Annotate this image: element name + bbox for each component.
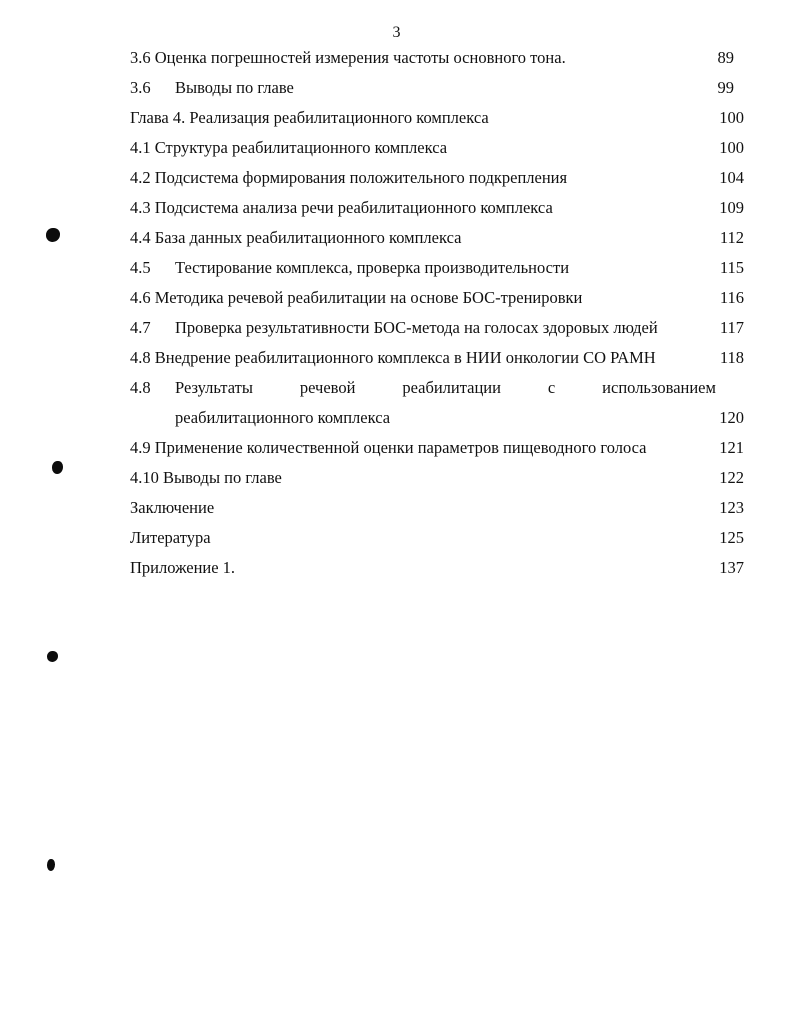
toc-entry-page: 118 bbox=[719, 348, 744, 367]
toc-entry-text: 4.2 Подсистема формирования положительного подкрепления bbox=[130, 168, 568, 187]
toc-entry-text: 4.8 Внедрение реабилитационного комплекса в НИИ онкологии СО РАМН bbox=[130, 348, 656, 367]
toc-entry-word: использованием bbox=[602, 378, 716, 397]
toc-entry-page: 121 bbox=[719, 438, 744, 457]
toc-entry-4-2 bbox=[130, 163, 744, 193]
toc-entry-text: 4.9 Применение количественной оценки параметров пищеводного голоса bbox=[130, 438, 647, 457]
toc-entry-text: 4.4 База данных реабилитационного комплекса bbox=[130, 228, 462, 247]
toc-entry-word: реабилитации bbox=[402, 378, 501, 397]
toc-entry-page: 100 bbox=[719, 138, 744, 157]
toc-entry-text: Заключение bbox=[130, 498, 215, 517]
toc-entry-4-9 bbox=[130, 433, 744, 463]
toc-entry-3-6-conclusions bbox=[130, 73, 744, 103]
toc-entry-page: 120 bbox=[719, 408, 744, 427]
toc-entry-text: 4.6 Методика речевой реабилитации на основе БОС-тренировки bbox=[130, 288, 583, 307]
toc-entry-4-4 bbox=[130, 223, 744, 253]
toc-entry-text: Проверка результативности БОС-метода на голосах здоровых людей bbox=[175, 318, 658, 337]
page-number: 3 bbox=[392, 24, 401, 41]
toc-entry-4-5 bbox=[130, 253, 744, 283]
toc-entry-word: речевой bbox=[299, 378, 356, 397]
toc-entry-4-1 bbox=[130, 133, 744, 163]
toc-entry-text: 4.1 Структура реабилитационного комплекса bbox=[130, 138, 448, 157]
toc-entry-4-8-implementation bbox=[130, 343, 744, 373]
toc-entry-literature bbox=[130, 523, 744, 553]
toc-entry-page: 125 bbox=[719, 528, 744, 547]
toc-entry-justified-line bbox=[175, 373, 716, 403]
toc-entry-word: Результаты bbox=[175, 378, 253, 397]
toc-entry-chapter-4 bbox=[130, 103, 744, 133]
toc-entry-page: 112 bbox=[719, 228, 744, 247]
scan-mark bbox=[46, 228, 60, 242]
toc-entry-text: 4.10 Выводы по главе bbox=[130, 468, 282, 487]
toc-entry-page: 109 bbox=[719, 198, 744, 217]
toc-entry-appendix-1 bbox=[130, 553, 744, 583]
scan-mark bbox=[47, 859, 55, 871]
toc-entry-number: 3.6 bbox=[130, 78, 151, 97]
toc-entry-4-10 bbox=[130, 463, 744, 493]
toc-entry-continuation: реабилитационного комплекса bbox=[175, 408, 391, 427]
toc-entry-number: 4.8 bbox=[130, 378, 151, 397]
toc-entry-3-6-estimate bbox=[130, 43, 744, 73]
toc-entry-4-8-results-continuation bbox=[130, 403, 744, 433]
toc-entry-text: Тестирование комплекса, проверка производительности bbox=[175, 258, 570, 277]
toc-entry-page: 123 bbox=[719, 498, 744, 517]
scan-mark bbox=[47, 651, 58, 662]
toc-entry-text: 3.6 Оценка погрешностей измерения частоты основного тона. bbox=[130, 48, 566, 67]
toc-entry-number: 4.5 bbox=[130, 258, 151, 277]
toc-entry-text: 4.3 Подсистема анализа речи реабилитационного комплекса bbox=[130, 198, 553, 217]
toc-entry-page: 137 bbox=[719, 558, 744, 577]
scan-mark bbox=[52, 461, 63, 474]
toc-entry-page: 116 bbox=[719, 288, 744, 307]
toc-entry-4-3 bbox=[130, 193, 744, 223]
table-of-contents bbox=[130, 43, 744, 583]
toc-entry-4-7 bbox=[130, 313, 744, 343]
toc-entry-page: 104 bbox=[719, 168, 744, 187]
toc-entry-4-8-results bbox=[130, 373, 744, 403]
toc-entry-text: Глава 4. Реализация реабилитационного комплекса bbox=[130, 108, 489, 127]
toc-entry-text: Литература bbox=[130, 528, 211, 547]
toc-entry-conclusion bbox=[130, 493, 744, 523]
toc-entry-page: 117 bbox=[719, 318, 744, 337]
toc-entry-page: 99 bbox=[717, 78, 734, 97]
toc-entry-page: 89 bbox=[717, 48, 734, 67]
toc-entry-4-6 bbox=[130, 283, 744, 313]
toc-entry-word: с bbox=[547, 378, 556, 397]
toc-entry-number: 4.7 bbox=[130, 318, 151, 337]
toc-entry-page: 115 bbox=[719, 258, 744, 277]
toc-entry-page: 100 bbox=[719, 108, 744, 127]
toc-entry-text: Выводы по главе bbox=[175, 78, 294, 97]
toc-entry-page: 122 bbox=[719, 468, 744, 487]
toc-entry-text: Приложение 1. bbox=[130, 558, 236, 577]
